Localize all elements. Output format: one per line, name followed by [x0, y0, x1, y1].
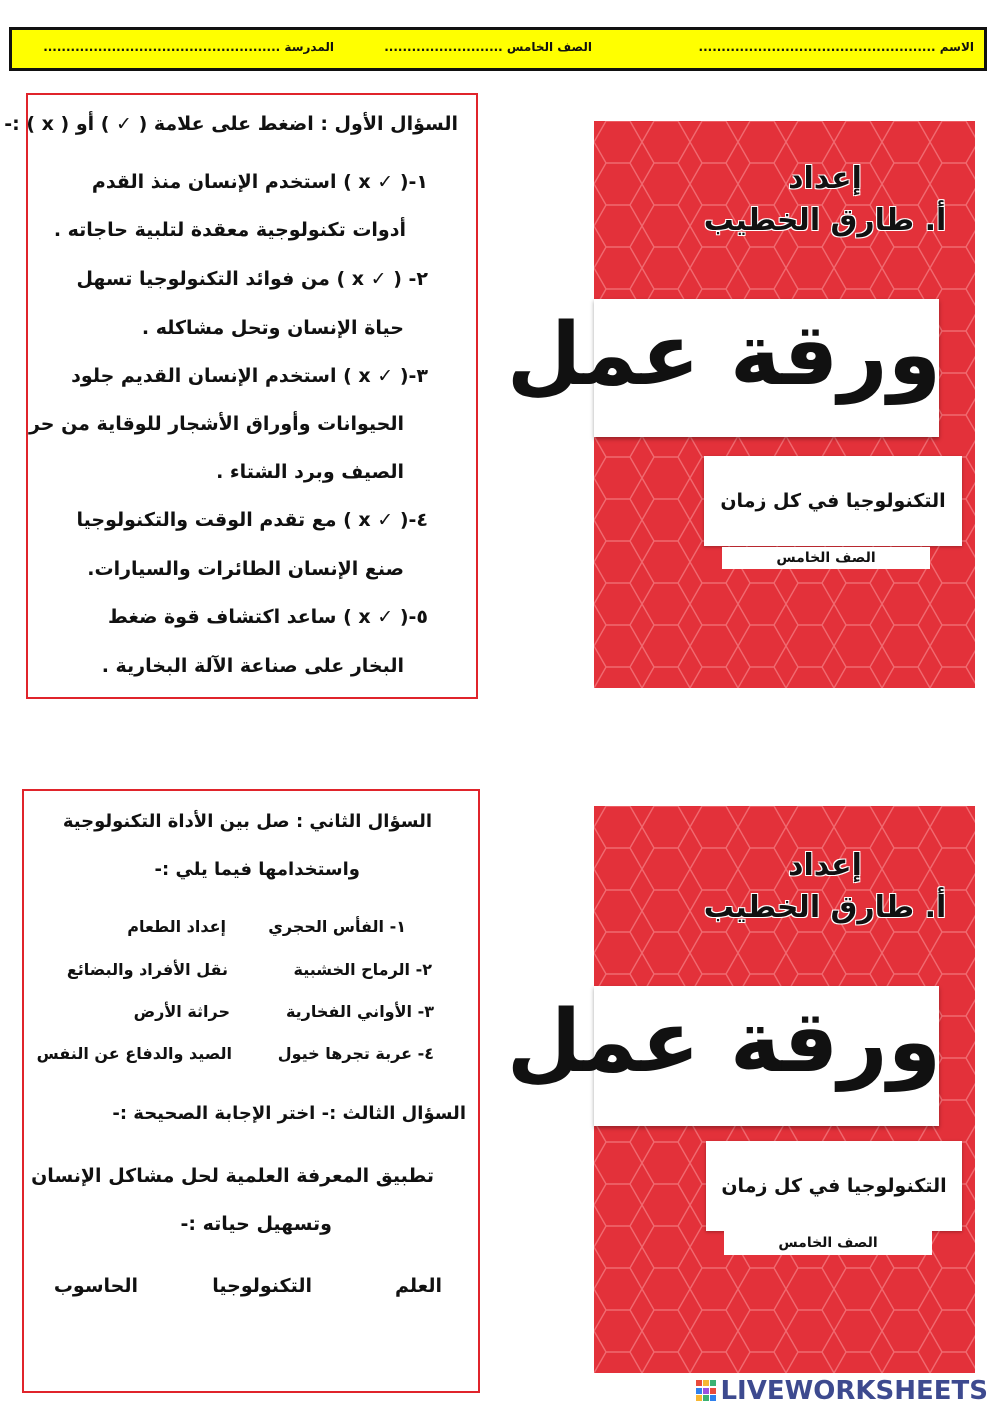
q2-use-2[interactable]: نقل الأفراد والبضائع [66, 960, 228, 979]
q1-item-4[interactable]: ٤-( ✓ x ) مع تقدم الوقت والتكنولوجيا [76, 509, 428, 531]
q3-option-technology[interactable]: التكنولوجيا [212, 1275, 312, 1297]
cover-prepared-by: إعداد [788, 848, 862, 883]
school-field-label: المدرسة .................................................... [43, 40, 334, 54]
q1-item-2[interactable]: ٢- ( ✓ x ) من فوائد التكنولوجيا تسهل [76, 268, 428, 290]
cover-subtitle: التكنولوجيا في كل زمان [704, 456, 962, 546]
q1-item-3-cont2: الصيف وبرد الشتاء . [216, 461, 404, 483]
cover-image-bottom [506, 806, 975, 1373]
q2-tool-3[interactable]: ٣- الأواني الفخارية [285, 1002, 434, 1021]
liveworksheets-icon [696, 1380, 716, 1402]
q2-use-3[interactable]: حراثة الأرض [133, 1002, 230, 1021]
question-two-title-cont: واستخدامها فيما يلي :- [154, 859, 360, 880]
cover-prepared-by: إعداد [788, 161, 862, 196]
q2-use-1[interactable]: إعداد الطعام [127, 917, 226, 936]
cover-grade: الصف الخامس [724, 1231, 932, 1255]
cover-subtitle: التكنولوجيا في كل زمان [706, 1141, 962, 1231]
q3-option-computer[interactable]: الحاسوب [53, 1275, 138, 1297]
q2-tool-2[interactable]: ٢- الرماح الخشبية [293, 960, 432, 979]
q1-item-1[interactable]: ١-( ✓ x ) استخدم الإنسان منذ القدم [91, 171, 428, 193]
q1-item-2-cont: حياة الإنسان وتحل مشاكله . [141, 317, 404, 339]
question-two-title: السؤال الثاني : صل بين الأداة التكنولوجية [62, 811, 432, 832]
q1-item-1-cont: أدوات تكنولوجية معقدة لتلبية حاجاته . [53, 219, 406, 241]
question-three-text: تطبيق المعرفة العلمية لحل مشاكل الإنسان [31, 1165, 434, 1187]
cover-title-box [506, 986, 942, 1126]
liveworksheets-logo [696, 1376, 988, 1406]
cover-title-box [506, 299, 942, 437]
q1-item-5[interactable]: ٥-( ✓ x ) ساعد اكتشاف قوة ضغط [108, 606, 428, 628]
q2-use-4[interactable]: الصيد والدفاع عن النفس [36, 1044, 232, 1063]
q1-item-3-cont: الحيوانات وأوراق الأشجار للوقاية من حر [28, 413, 404, 435]
q1-item-5-cont: البخار على صناعة الآلة البخارية . [101, 655, 404, 677]
q1-item-3[interactable]: ٣-( ✓ x ) استخدم الإنسان القديم جلود [71, 365, 428, 387]
question-one-title: السؤال الأول : اضغط على علامة ( ✓ ) أو ( x ) :- [4, 113, 458, 135]
cover-author: أ. طارق الخطيب [703, 203, 947, 238]
cover-title: ورقة عمل [506, 305, 942, 405]
question-three-text-cont: وتسهيل حياته :- [180, 1213, 332, 1235]
liveworksheets-wordmark: LIVEWORKSHEETS [720, 1376, 988, 1406]
cover-grade: الصف الخامس [722, 547, 930, 569]
q2-tool-1[interactable]: ١- الفأس الحجري [268, 917, 406, 936]
name-field-label: الاسم .................................................... [698, 40, 974, 54]
q1-item-4-cont: صنع الإنسان الطائرات والسيارات. [87, 558, 404, 580]
student-info-bar [9, 27, 987, 71]
question-two-three-box [22, 789, 480, 1393]
cover-image-top [506, 121, 975, 688]
cover-author: أ. طارق الخطيب [703, 890, 947, 925]
question-one-box [4, 93, 478, 699]
q3-option-science[interactable]: العلم [394, 1275, 442, 1297]
q2-tool-4[interactable]: ٤- عربة تجرها خيول [277, 1044, 434, 1063]
question-three-title: السؤال الثالث :- اختر الإجابة الصحيحة :- [112, 1103, 466, 1124]
grade-field-label: الصف الخامس .......................... [384, 40, 592, 54]
cover-title: ورقة عمل [506, 992, 942, 1092]
